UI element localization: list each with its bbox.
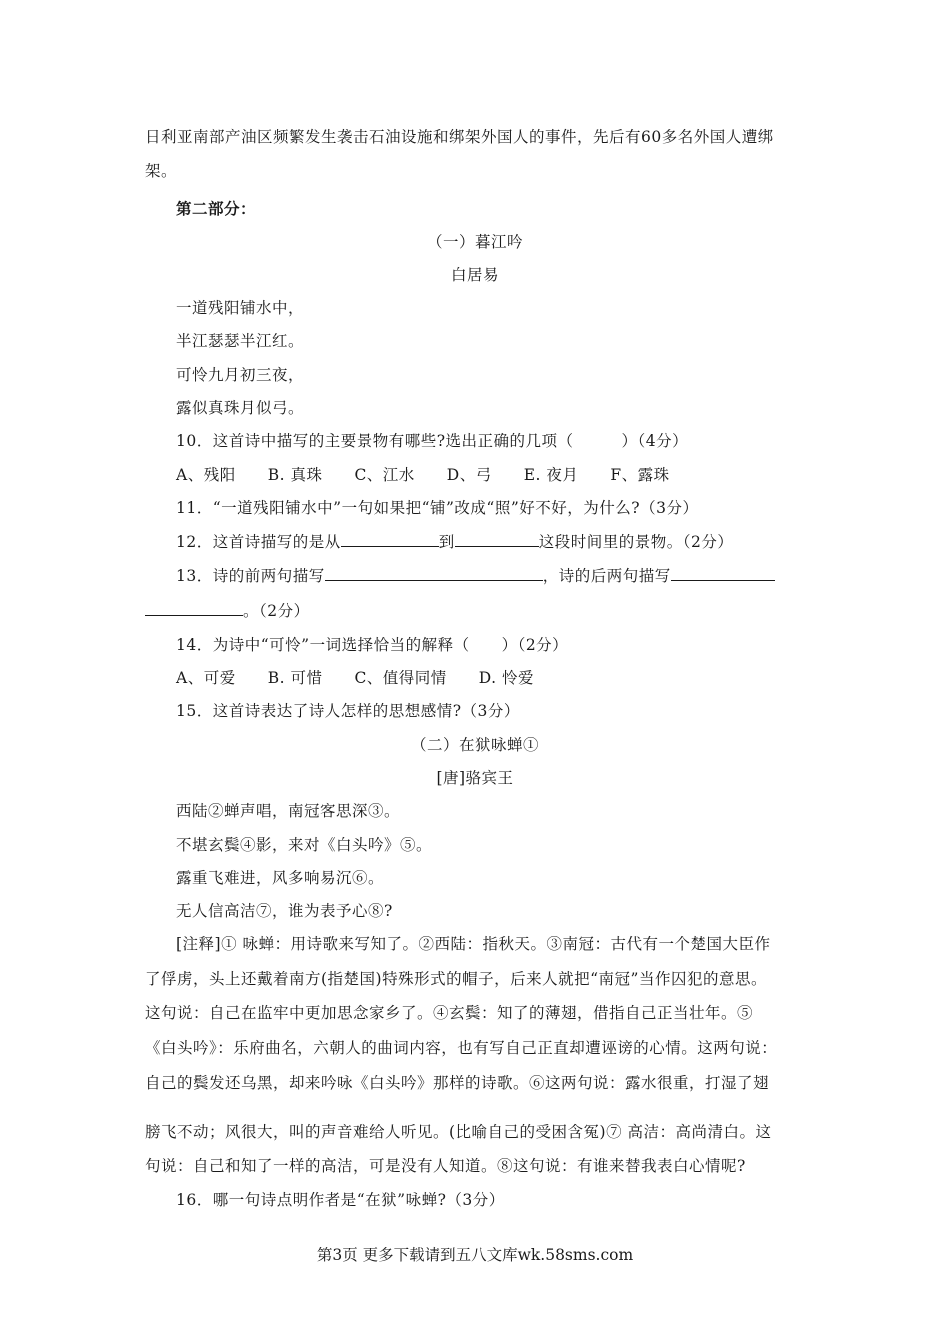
poem1-line-1: 一道残阳铺水中，: [176, 299, 305, 317]
question-11: 11．“一道残阳铺水中”一句如果把“铺”改成“照”好不好，为什么?（3分）: [176, 499, 699, 517]
poem2-line-1: 西陆②蝉声唱，南冠客思深③。: [176, 802, 401, 820]
question-10: 10．这首诗中描写的主要景物有哪些?选出正确的几项（ ）（4分）: [176, 432, 689, 450]
poem2-author: [唐]骆宾王: [436, 769, 514, 787]
intro-line-2: 架。: [145, 162, 178, 180]
q13-blank-3[interactable]: [145, 600, 243, 616]
question-14-options: A、可爱 B. 可惜 C、值得同情 D. 怜爱: [176, 669, 535, 687]
q13-blank-1[interactable]: [325, 565, 543, 581]
poem2-title: （二）在狱咏蝉①: [410, 736, 539, 754]
part2-heading: 第二部分：: [176, 199, 257, 218]
notes-line-1: [注释]① 咏蝉：用诗歌来写知了。②西陆：指秋天。③南冠：古代有一个楚国大臣作: [176, 935, 771, 953]
q12-blank-1[interactable]: [341, 531, 439, 547]
question-13-cont: [145, 600, 310, 621]
notes-line-6: 膀飞不动；风很大，叫的声音难给人听见。(比喻自己的受困含冤)⑦ 高洁：高尚清白。这: [145, 1123, 772, 1141]
poem2-line-4: 无人信高洁⑦，谁为表予心⑧?: [176, 902, 393, 920]
q13-part-1: 13．诗的前两句描写: [176, 567, 325, 585]
notes-line-5: 自己的鬓发还乌黑，却来吟咏《白头吟》那样的诗歌。⑥这两句说：露水很重，打湿了翅: [145, 1074, 770, 1092]
page-footer: 第3页 更多下载请到五八文库wk.58sms.com: [316, 1246, 634, 1264]
q12-blank-2[interactable]: [455, 531, 539, 547]
question-13: [176, 565, 775, 586]
notes-line-3: 这句说：自己在监牢中更加思念家乡了。④玄鬓：知了的薄翅，借指自己正当壮年。⑤: [145, 1004, 754, 1022]
notes-line-4: 《白头吟》：乐府曲名，六朝人的曲词内容，也有写自己正直却遭诬谤的心情。这两句说：: [145, 1039, 778, 1057]
poem1-author: 白居易: [450, 266, 499, 284]
question-10-options: A、残阳 B. 真珠 C、江水 D、弓 E. 夜月 F、露珠: [176, 466, 670, 484]
q13-part-2: ，诗的后两句描写: [542, 567, 671, 585]
notes-line-7: 句说：自己和知了一样的高洁，可是没有人知道。⑧这句说：有谁来替我表白心情呢?: [145, 1157, 746, 1175]
question-12: [176, 531, 733, 552]
poem2-line-3: 露重飞难进，风多响易沉⑥。: [176, 869, 385, 887]
question-16: 16．哪一句诗点明作者是“在狱”咏蝉?（3分）: [176, 1191, 505, 1209]
notes-line-2: 了俘虏，头上还戴着南方(指楚国)特殊形式的帽子，后来人就把“南冠”当作囚犯的意思。: [145, 970, 767, 988]
poem1-line-3: 可怜九月初三夜，: [176, 366, 305, 384]
poem1-title: （一）暮江吟: [426, 233, 523, 251]
q13-blank-2[interactable]: [671, 565, 775, 581]
poem2-line-2: 不堪玄鬓④影，来对《白头吟》⑤。: [176, 836, 433, 854]
q12-part-1: 12．这首诗描写的是从: [176, 533, 341, 551]
intro-line-1: 日利亚南部产油区频繁发生袭击石油设施和绑架外国人的事件，先后有60多名外国人遭绑: [145, 128, 774, 146]
question-14: 14．为诗中“可怜”一词选择恰当的解释（ ）（2分）: [176, 636, 569, 654]
poem1-line-4: 露似真珠月似弓。: [176, 399, 305, 417]
question-15: 15．这首诗表达了诗人怎样的思想感情?（3分）: [176, 702, 520, 720]
q12-part-3: 这段时间里的景物。（2分）: [538, 533, 734, 551]
q13-part-3: 。（2分）: [243, 602, 310, 620]
poem1-line-2: 半江瑟瑟半江红。: [176, 332, 305, 350]
q12-part-2: 到: [438, 533, 455, 551]
